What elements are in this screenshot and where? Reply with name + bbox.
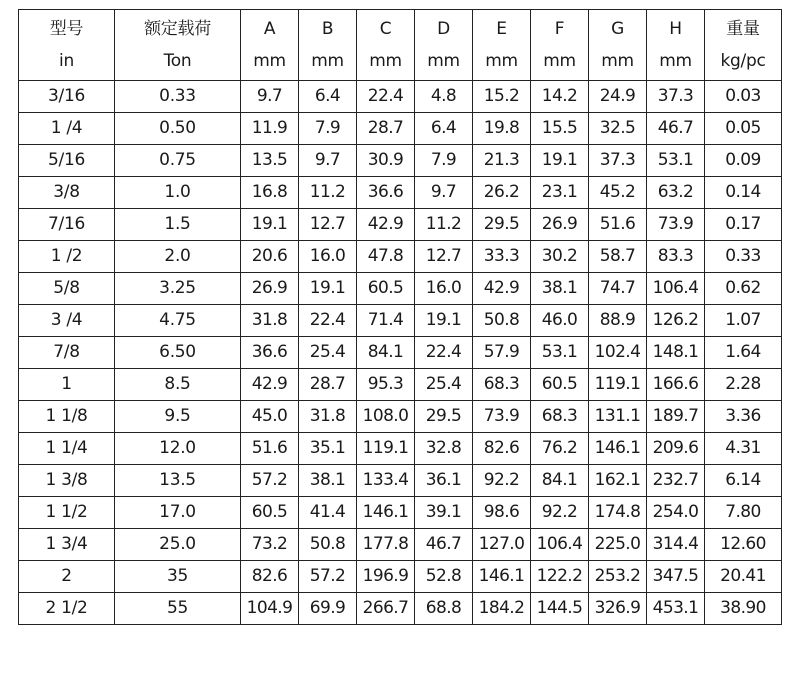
cell-f: 15.5 (531, 113, 589, 145)
cell-weight: 20.41 (705, 561, 782, 593)
cell-h: 209.6 (647, 433, 705, 465)
header-label: F (554, 19, 565, 39)
cell-g: 51.6 (589, 209, 647, 241)
cell-model: 2 1/2 (19, 593, 115, 625)
header-label: H (669, 19, 682, 39)
cell-g: 74.7 (589, 273, 647, 305)
cell-weight: 1.64 (705, 337, 782, 369)
cell-h: 232.7 (647, 465, 705, 497)
table-row (19, 465, 782, 497)
cell-c: 84.1 (357, 337, 415, 369)
cell-h: 37.3 (647, 81, 705, 113)
cell-model: 3/16 (19, 81, 115, 113)
cell-c: 196.9 (357, 561, 415, 593)
header-a (241, 10, 299, 81)
header-h (647, 10, 705, 81)
table-row (19, 81, 782, 113)
cell-g: 119.1 (589, 369, 647, 401)
cell-d: 12.7 (415, 241, 473, 273)
cell-model: 3 /4 (19, 305, 115, 337)
cell-weight: 7.80 (705, 497, 782, 529)
cell-h: 347.5 (647, 561, 705, 593)
cell-f: 23.1 (531, 177, 589, 209)
cell-model: 1 /4 (19, 113, 115, 145)
header-unit: mm (311, 51, 344, 71)
cell-c: 119.1 (357, 433, 415, 465)
cell-rated-load: 55 (115, 593, 241, 625)
cell-c: 177.8 (357, 529, 415, 561)
cell-d: 36.1 (415, 465, 473, 497)
cell-rated-load: 0.33 (115, 81, 241, 113)
cell-weight: 1.07 (705, 305, 782, 337)
cell-g: 45.2 (589, 177, 647, 209)
cell-c: 108.0 (357, 401, 415, 433)
cell-a: 36.6 (241, 337, 299, 369)
cell-h: 189.7 (647, 401, 705, 433)
cell-f: 84.1 (531, 465, 589, 497)
header-f (531, 10, 589, 81)
cell-rated-load: 4.75 (115, 305, 241, 337)
cell-f: 92.2 (531, 497, 589, 529)
header-row (19, 10, 782, 81)
cell-g: 131.1 (589, 401, 647, 433)
cell-c: 36.6 (357, 177, 415, 209)
cell-h: 83.3 (647, 241, 705, 273)
cell-rated-load: 6.50 (115, 337, 241, 369)
cell-a: 20.6 (241, 241, 299, 273)
cell-h: 73.9 (647, 209, 705, 241)
cell-h: 166.6 (647, 369, 705, 401)
cell-weight: 0.14 (705, 177, 782, 209)
cell-model: 7/8 (19, 337, 115, 369)
cell-e: 50.8 (473, 305, 531, 337)
cell-weight: 12.60 (705, 529, 782, 561)
cell-e: 42.9 (473, 273, 531, 305)
cell-h: 63.2 (647, 177, 705, 209)
spec-table (18, 9, 782, 625)
cell-a: 57.2 (241, 465, 299, 497)
cell-f: 26.9 (531, 209, 589, 241)
table-row (19, 593, 782, 625)
header-c (357, 10, 415, 81)
header-e (473, 10, 531, 81)
cell-b: 12.7 (299, 209, 357, 241)
header-b (299, 10, 357, 81)
cell-f: 19.1 (531, 145, 589, 177)
cell-rated-load: 17.0 (115, 497, 241, 529)
cell-h: 126.2 (647, 305, 705, 337)
header-label: E (496, 19, 507, 39)
cell-f: 53.1 (531, 337, 589, 369)
cell-a: 104.9 (241, 593, 299, 625)
table-row (19, 497, 782, 529)
cell-weight: 0.62 (705, 273, 782, 305)
cell-a: 9.7 (241, 81, 299, 113)
cell-g: 37.3 (589, 145, 647, 177)
cell-h: 106.4 (647, 273, 705, 305)
cell-a: 19.1 (241, 209, 299, 241)
table-row (19, 529, 782, 561)
cell-weight: 3.36 (705, 401, 782, 433)
cell-g: 24.9 (589, 81, 647, 113)
table-row (19, 433, 782, 465)
header-unit: Ton (163, 51, 192, 71)
cell-b: 57.2 (299, 561, 357, 593)
cell-weight: 0.03 (705, 81, 782, 113)
cell-b: 50.8 (299, 529, 357, 561)
cell-model: 1 1/8 (19, 401, 115, 433)
header-unit: mm (253, 51, 286, 71)
header-label: C (379, 19, 392, 39)
header-unit: mm (485, 51, 518, 71)
header-unit: kg/pc (720, 51, 766, 71)
cell-e: 82.6 (473, 433, 531, 465)
cell-f: 122.2 (531, 561, 589, 593)
cell-e: 15.2 (473, 81, 531, 113)
cell-g: 58.7 (589, 241, 647, 273)
cell-d: 39.1 (415, 497, 473, 529)
cell-b: 7.9 (299, 113, 357, 145)
table-row (19, 177, 782, 209)
header-unit: mm (543, 51, 576, 71)
cell-c: 71.4 (357, 305, 415, 337)
cell-b: 41.4 (299, 497, 357, 529)
cell-b: 31.8 (299, 401, 357, 433)
cell-f: 144.5 (531, 593, 589, 625)
cell-rated-load: 1.5 (115, 209, 241, 241)
cell-c: 133.4 (357, 465, 415, 497)
cell-model: 1 1/2 (19, 497, 115, 529)
table-row (19, 337, 782, 369)
cell-d: 9.7 (415, 177, 473, 209)
table-row (19, 401, 782, 433)
cell-g: 225.0 (589, 529, 647, 561)
cell-d: 7.9 (415, 145, 473, 177)
header-unit: in (59, 51, 74, 71)
cell-e: 73.9 (473, 401, 531, 433)
cell-e: 68.3 (473, 369, 531, 401)
cell-g: 88.9 (589, 305, 647, 337)
cell-h: 53.1 (647, 145, 705, 177)
cell-c: 60.5 (357, 273, 415, 305)
cell-model: 1 3/8 (19, 465, 115, 497)
table-row (19, 369, 782, 401)
cell-d: 46.7 (415, 529, 473, 561)
cell-f: 38.1 (531, 273, 589, 305)
cell-d: 32.8 (415, 433, 473, 465)
table-row (19, 305, 782, 337)
header-label: A (263, 19, 276, 39)
cell-b: 28.7 (299, 369, 357, 401)
cell-weight: 0.17 (705, 209, 782, 241)
cell-rated-load: 25.0 (115, 529, 241, 561)
cell-h: 254.0 (647, 497, 705, 529)
cell-c: 22.4 (357, 81, 415, 113)
cell-c: 28.7 (357, 113, 415, 145)
cell-f: 106.4 (531, 529, 589, 561)
table-row (19, 241, 782, 273)
cell-c: 266.7 (357, 593, 415, 625)
cell-b: 19.1 (299, 273, 357, 305)
cell-rated-load: 9.5 (115, 401, 241, 433)
cell-g: 32.5 (589, 113, 647, 145)
cell-e: 127.0 (473, 529, 531, 561)
header-unit: mm (427, 51, 460, 71)
header-unit: mm (369, 51, 402, 71)
cell-rated-load: 1.0 (115, 177, 241, 209)
cell-a: 82.6 (241, 561, 299, 593)
cell-b: 69.9 (299, 593, 357, 625)
header-unit: mm (601, 51, 634, 71)
cell-e: 33.3 (473, 241, 531, 273)
cell-a: 11.9 (241, 113, 299, 145)
cell-a: 16.8 (241, 177, 299, 209)
cell-model: 2 (19, 561, 115, 593)
cell-g: 102.4 (589, 337, 647, 369)
cell-weight: 38.90 (705, 593, 782, 625)
cell-e: 29.5 (473, 209, 531, 241)
cell-d: 25.4 (415, 369, 473, 401)
cell-rated-load: 3.25 (115, 273, 241, 305)
cell-d: 29.5 (415, 401, 473, 433)
cell-weight: 6.14 (705, 465, 782, 497)
header-weight (705, 10, 782, 81)
cell-rated-load: 2.0 (115, 241, 241, 273)
cell-e: 21.3 (473, 145, 531, 177)
cell-e: 98.6 (473, 497, 531, 529)
cell-model: 3/8 (19, 177, 115, 209)
cell-f: 14.2 (531, 81, 589, 113)
table-row (19, 561, 782, 593)
cell-b: 35.1 (299, 433, 357, 465)
header-label: G (611, 19, 624, 39)
cell-d: 16.0 (415, 273, 473, 305)
cell-c: 146.1 (357, 497, 415, 529)
cell-c: 95.3 (357, 369, 415, 401)
cell-f: 60.5 (531, 369, 589, 401)
cell-rated-load: 35 (115, 561, 241, 593)
header-g (589, 10, 647, 81)
cell-b: 25.4 (299, 337, 357, 369)
cell-model: 1 (19, 369, 115, 401)
cell-model: 7/16 (19, 209, 115, 241)
cell-h: 148.1 (647, 337, 705, 369)
header-label: 型号 (49, 19, 84, 39)
cell-rated-load: 13.5 (115, 465, 241, 497)
cell-a: 73.2 (241, 529, 299, 561)
cell-weight: 2.28 (705, 369, 782, 401)
cell-weight: 0.05 (705, 113, 782, 145)
header-model (19, 10, 115, 81)
header-d (415, 10, 473, 81)
header-rated-load (115, 10, 241, 81)
cell-e: 92.2 (473, 465, 531, 497)
cell-weight: 0.33 (705, 241, 782, 273)
cell-g: 253.2 (589, 561, 647, 593)
cell-d: 11.2 (415, 209, 473, 241)
cell-b: 16.0 (299, 241, 357, 273)
cell-d: 6.4 (415, 113, 473, 145)
cell-rated-load: 8.5 (115, 369, 241, 401)
cell-e: 19.8 (473, 113, 531, 145)
cell-rated-load: 0.50 (115, 113, 241, 145)
cell-b: 9.7 (299, 145, 357, 177)
cell-d: 52.8 (415, 561, 473, 593)
cell-rated-load: 12.0 (115, 433, 241, 465)
cell-model: 1 /2 (19, 241, 115, 273)
cell-b: 11.2 (299, 177, 357, 209)
header-label: 重量 (726, 19, 760, 39)
cell-d: 68.8 (415, 593, 473, 625)
cell-a: 45.0 (241, 401, 299, 433)
cell-model: 5/16 (19, 145, 115, 177)
header-label: 额定载荷 (144, 19, 211, 39)
header-label: B (321, 19, 334, 39)
cell-h: 314.4 (647, 529, 705, 561)
cell-weight: 4.31 (705, 433, 782, 465)
cell-c: 42.9 (357, 209, 415, 241)
cell-h: 46.7 (647, 113, 705, 145)
cell-d: 19.1 (415, 305, 473, 337)
cell-a: 60.5 (241, 497, 299, 529)
cell-g: 326.9 (589, 593, 647, 625)
cell-a: 13.5 (241, 145, 299, 177)
cell-e: 57.9 (473, 337, 531, 369)
cell-b: 6.4 (299, 81, 357, 113)
cell-model: 5/8 (19, 273, 115, 305)
cell-model: 1 1/4 (19, 433, 115, 465)
cell-c: 47.8 (357, 241, 415, 273)
table-row (19, 113, 782, 145)
cell-c: 30.9 (357, 145, 415, 177)
cell-d: 4.8 (415, 81, 473, 113)
table-row (19, 209, 782, 241)
cell-g: 162.1 (589, 465, 647, 497)
table-body (19, 81, 782, 625)
cell-e: 184.2 (473, 593, 531, 625)
cell-a: 26.9 (241, 273, 299, 305)
cell-weight: 0.09 (705, 145, 782, 177)
cell-model: 1 3/4 (19, 529, 115, 561)
table-row (19, 145, 782, 177)
cell-a: 31.8 (241, 305, 299, 337)
cell-g: 174.8 (589, 497, 647, 529)
cell-e: 146.1 (473, 561, 531, 593)
cell-e: 26.2 (473, 177, 531, 209)
table-row (19, 273, 782, 305)
cell-g: 146.1 (589, 433, 647, 465)
cell-b: 22.4 (299, 305, 357, 337)
cell-f: 76.2 (531, 433, 589, 465)
header-unit: mm (659, 51, 692, 71)
cell-rated-load: 0.75 (115, 145, 241, 177)
cell-a: 42.9 (241, 369, 299, 401)
header-label: D (437, 19, 450, 39)
cell-b: 38.1 (299, 465, 357, 497)
cell-h: 453.1 (647, 593, 705, 625)
cell-a: 51.6 (241, 433, 299, 465)
cell-f: 30.2 (531, 241, 589, 273)
cell-f: 46.0 (531, 305, 589, 337)
cell-f: 68.3 (531, 401, 589, 433)
cell-d: 22.4 (415, 337, 473, 369)
